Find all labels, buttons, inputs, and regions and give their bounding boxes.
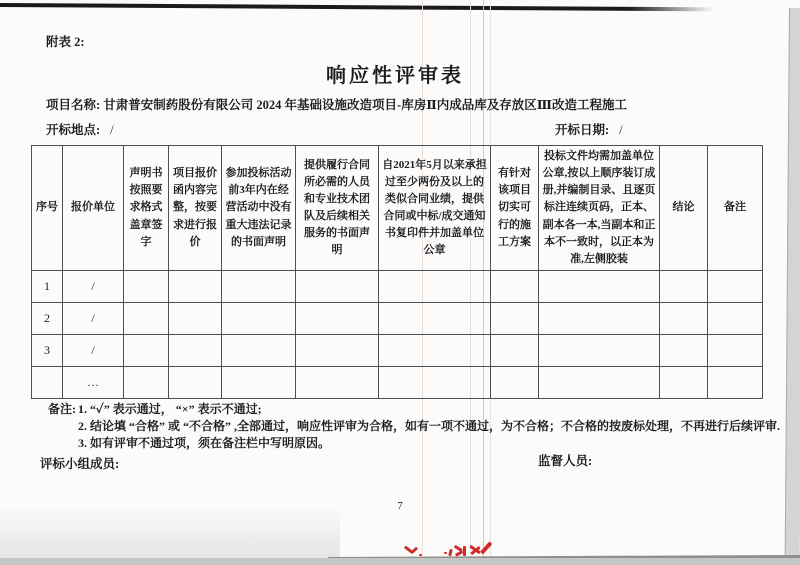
project-name-label: 项目名称: [46,98,101,112]
cell-bidder: / [63,335,124,367]
cell [379,335,491,367]
cell [296,367,379,399]
col-header-seq: 序号 [32,146,63,271]
table-row [32,367,763,399]
cell [539,335,660,367]
bid-date-line [555,120,623,138]
scan-shadow-bottom-left [0,505,340,560]
supervisor-label: 监督人员: [538,454,593,468]
bid-location-line [46,120,114,138]
col-header-quote-letter: 项目报价函内容完整，按要求进行报价 [169,146,222,271]
cell-bidder: … [63,367,124,399]
page-right-edge [785,8,800,565]
cell-bidder: / [63,271,124,303]
bid-date-label: 开标日期: [555,123,610,137]
cell [379,303,491,335]
cell [491,303,539,335]
cell [169,303,222,335]
cell [296,335,379,367]
scanner-background-bottom [0,558,800,565]
cell [660,335,708,367]
cell [124,303,169,335]
cell-seq: 1 [32,271,63,303]
notes-label: 备注: [48,402,76,416]
cell [539,303,660,335]
cell [708,303,763,335]
col-header-personnel: 提供履行合同所必需的人员和专业技术团队及后续相关服务的书面声明 [296,146,379,271]
notes-block [48,401,780,452]
cell [379,271,491,303]
cell [124,367,169,399]
cell [660,271,708,303]
cell [491,367,539,399]
project-name-line [46,95,627,113]
page-top-edge [0,3,714,11]
cell [296,303,379,335]
table-header-row [32,146,763,271]
cell [169,367,222,399]
project-name-value: 甘肃普安制药股份有限公司 2024 年基础设施改造项目-库房Ⅱ内成品库及存放区Ⅲ改造工程施工 [103,98,627,112]
table-row [32,303,763,335]
col-header-binding: 投标文件均需加盖单位公章,按以上顺序装订成册,并编制目录、且逐页标注连续页码，正本、副本各一本,当副本和正本不一致时，以正本为准,左侧胶装 [539,146,660,271]
bid-date-value: / [619,123,623,137]
note-item-3: 3. 如有评审不通过项，须在备注栏中写明原因。 [78,436,331,450]
cell [660,303,708,335]
col-header-contract-record: 自2021年5月以来承担过至少两份及以上的类似合同业绩，提供合同或中标/成交通知书复印件并加盖单位公章 [379,146,491,271]
attachment-label: 附表 2: [46,35,85,49]
cell [124,271,169,303]
cell [169,271,222,303]
col-header-declaration-seal: 声明书按照要求格式盖章签字 [124,146,169,271]
cell [539,271,660,303]
page-number: 7 [397,500,403,512]
evaluation-team-label: 评标小组成员: [40,457,120,471]
cell-bidder: / [63,303,124,335]
cell [296,271,379,303]
col-header-remark: 备注 [708,146,763,271]
cell [660,367,708,399]
col-header-no-violation: 参加投标活动前3年内在经营活动中没有重大违法记录的书面声明 [222,146,296,271]
table-row [32,271,763,303]
cell-seq: 3 [32,335,63,367]
cell [491,335,539,367]
col-header-conclusion: 结论 [660,146,708,271]
bid-location-value: / [110,123,114,137]
cell [222,367,296,399]
col-header-bidder: 报价单位 [63,146,124,271]
review-table [31,145,763,399]
bid-location-label: 开标地点: [46,123,101,137]
cell [222,271,296,303]
cell [491,271,539,303]
col-header-construction-plan: 有针对该项目切实可行的施工方案 [491,146,539,271]
note-item-2: 2. 结论填 “合格” 或 “不合格” ,全部通过，响应性评审为合格，如有一项不通过，为不合格；不合格的按废标处理，不再进行后续评审. [78,419,781,433]
cell [379,367,491,399]
cell [708,271,763,303]
cell [222,303,296,335]
cell [708,335,763,367]
cell-seq: 2 [32,303,63,335]
table-row [32,335,763,367]
cell [708,367,763,399]
note-item-1: 1. “✓” 表示通过， “×” 表示不通过; [78,402,262,416]
cell [124,335,169,367]
cell [169,335,222,367]
cell [539,367,660,399]
cell-seq [32,367,63,399]
cell [222,335,296,367]
page-title: 响应性评审表 [326,65,464,87]
